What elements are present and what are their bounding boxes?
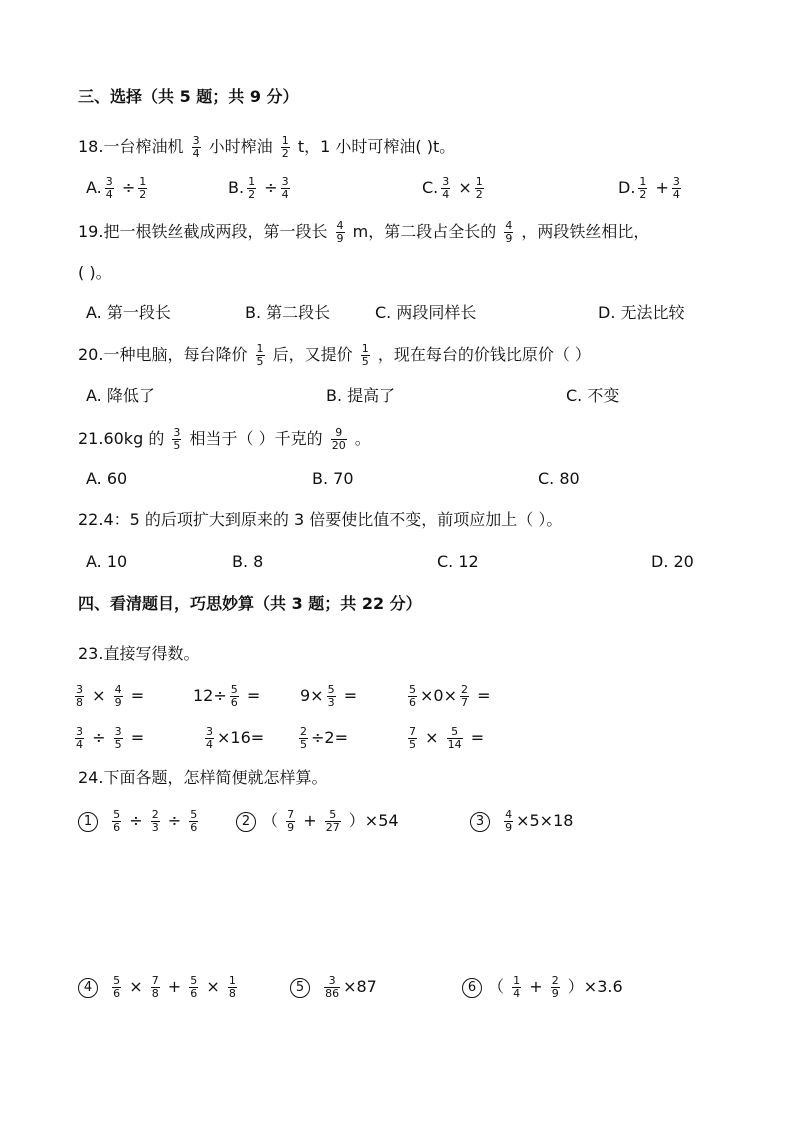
section-3-title: 三、选择（共 5 题；共 9 分） [78, 87, 299, 106]
q19-fraction-2: $\frac{4}{9}$ [505, 219, 513, 245]
question-22: 22.4：5 的后项扩大到原来的 3 倍要使比值不变，前项应加上（ ）。 [78, 510, 563, 529]
q18-text-2: 一台榨油机 [103, 137, 184, 156]
q23-expression-3: 9× $\frac{5}{3}$ = [300, 683, 358, 709]
q18-option-d[interactable]: D. $\frac{1}{2}$ + $\frac{3}{4}$ [618, 175, 680, 201]
question-18 [78, 135, 455, 160]
q19-text-3: ，两段铁丝相比， [521, 222, 650, 241]
q19-option-c[interactable]: C. 两段同样长 [375, 303, 477, 322]
q18-option-c[interactable]: C. $\frac{3}{4}$ × $\frac{1}{2}$ [422, 175, 483, 201]
q18-option-a[interactable]: A. $\frac{3}{4}$ ÷ $\frac{1}{2}$ [86, 175, 147, 201]
q21-option-a[interactable]: A. 60 [86, 469, 128, 488]
question-19 [78, 220, 649, 245]
q21-option-b[interactable]: B. 70 [312, 469, 354, 488]
q18-text-3: 小时榨油 [208, 137, 273, 156]
q21-fraction-2: $\frac{9}{20}$ [331, 426, 346, 452]
circled-number-2: 2 [236, 812, 256, 832]
q19-option-d[interactable]: D. 无法比较 [598, 303, 685, 322]
q18-text-1: 18. [78, 137, 104, 156]
q22-option-d[interactable]: D. 20 [651, 552, 694, 571]
section-4-title: 四、看清题目，巧思妙算（共 3 题；共 22 分） [78, 594, 422, 613]
q18-fraction-1: $\frac{3}{4}$ [192, 134, 200, 160]
q22-option-a[interactable]: A. 10 [86, 552, 128, 571]
q24-problem-1: 1 $\frac{5}{6}$ ÷ $\frac{2}{3}$ ÷ $\frac{5}{6}$ [78, 809, 201, 834]
q18-fraction-2: $\frac{1}{2}$ [281, 134, 289, 160]
q21-fraction-1: $\frac{3}{5}$ [173, 426, 181, 452]
q20-option-c[interactable]: C. 不变 [566, 386, 620, 405]
q23-expression-7: $\frac{2}{5}$ ÷2= [300, 725, 348, 751]
q19-fraction-1: $\frac{4}{9}$ [336, 219, 344, 245]
q23-expression-2: 12÷ $\frac{5}{6}$ = [193, 683, 261, 709]
q21-text-2: 相当于（ ）千克的 [189, 429, 323, 448]
q22-option-c[interactable]: C. 12 [437, 552, 479, 571]
q23-expression-1: $\frac{3}{8}$ × $\frac{4}{9}$ = [76, 683, 145, 709]
circled-number-6: 6 [462, 978, 482, 998]
q21-text-1: 21.60kg 的 [78, 429, 165, 448]
q18-text-4: t，1 小时可榨油( )t。 [297, 137, 456, 156]
circled-number-3: 3 [470, 812, 490, 832]
question-23-title: 23.直接写得数。 [78, 644, 200, 663]
q19-option-b[interactable]: B. 第二段长 [245, 303, 331, 322]
question-24-title: 24.下面各题，怎样简便就怎样算。 [78, 768, 328, 787]
q22-option-b[interactable]: B. 8 [232, 552, 264, 571]
q23-expression-4: $\frac{5}{6}$ ×0× $\frac{2}{7}$ = [409, 683, 491, 709]
q18-option-b[interactable]: B. $\frac{1}{2}$ ÷ $\frac{3}{4}$ [228, 175, 289, 201]
circled-number-1: 1 [78, 812, 98, 832]
question-20 [78, 343, 591, 368]
q23-expression-8: $\frac{7}{5}$ × $\frac{5}{14}$ = [409, 725, 485, 751]
q24-problem-3: 3 $\frac{4}{9}$ ×5×18 [470, 809, 573, 834]
q19-text-2: m，第二段占全长的 [352, 222, 497, 241]
q24-problem-2: 2 （ $\frac{7}{9}$ + $\frac{5}{27}$ ）×54 [236, 809, 399, 834]
q21-option-c[interactable]: C. 80 [538, 469, 580, 488]
q19-text-1: 19.把一根铁丝截成两段，第一段长 [78, 222, 328, 241]
q24-problem-6: 6 （ $\frac{1}{4}$ + $\frac{2}{9}$ ）×3.6 [462, 975, 623, 1000]
circled-number-4: 4 [78, 978, 98, 998]
q19-answer-blank: ( )。 [78, 263, 112, 282]
q20-fraction-1: $\frac{1}{5}$ [256, 342, 264, 368]
q20-fraction-2: $\frac{1}{5}$ [361, 342, 369, 368]
q20-option-a[interactable]: A. 降低了 [86, 386, 155, 405]
q20-text-2: 后，又提价 [272, 345, 353, 364]
circled-number-5: 5 [290, 978, 310, 998]
q20-text-3: ，现在每台的价钱比原价（ ） [377, 345, 591, 364]
q24-problem-4: 4 $\frac{5}{6}$ × $\frac{7}{8}$ + $\frac{5}{6}$ × $\frac{1}{8}$ [78, 975, 240, 1000]
question-21 [78, 427, 371, 452]
q20-option-b[interactable]: B. 提高了 [326, 386, 396, 405]
q20-text-1: 20.一种电脑，每台降价 [78, 345, 248, 364]
q21-text-3: 。 [354, 429, 371, 448]
q24-problem-5: 5 $\frac{3}{86}$ ×87 [290, 975, 377, 1000]
q19-option-a[interactable]: A. 第一段长 [86, 303, 171, 322]
q23-expression-6: $\frac{3}{4}$ ×16= [206, 725, 265, 751]
q23-expression-5: $\frac{3}{4}$ ÷ $\frac{3}{5}$ = [76, 725, 145, 751]
